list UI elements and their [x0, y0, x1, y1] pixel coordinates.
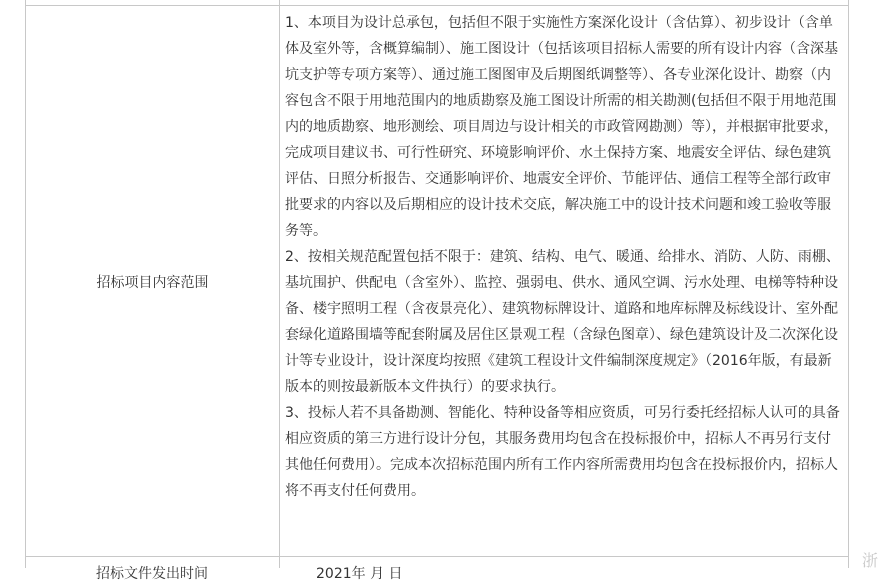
watermark: 浙 — [862, 551, 878, 570]
next-row-value: 2021年 月 日 — [316, 566, 403, 582]
content-cell — [285, 10, 842, 504]
table-right-border — [848, 0, 849, 568]
next-row-label: 招标文件发出时间 — [96, 566, 208, 582]
paragraph-1: 1、本项目为设计总承包，包括但不限于实施性方案深化设计（含估算）、初步设计（含单体及室外等，含概算编制）、施工图设计（包括该项目招标人需要的所有设计内容（含深基坑支护等专项方案等）、通过施工图图审及后期图纸调整等）、各专业深化设计、勘察（内容包含不限于用地范围内的地质勘察及施工图设计所需的相关勘测(包括但不限于用地范围内的地质勘察、地形测绘、项目周边与设计相关的市政管网勘测）等），并根据审批要求，完成项目建议书、可行性研究、环境影响评价、水土保持方案、地震安全评估、绿色建筑评估、日照分析报告、交通影响评价、地震安全评价、节能评估、通信工程等全部行政审批要求的内容以及后期相应的设计技术交底，解决施工中的设计技术问题和竣工验收等服务等。 — [285, 15, 838, 239]
row-label: 招标项目内容范围 — [96, 275, 209, 291]
paragraph-2: 2、按相关规范配置包括不限于：建筑、结构、电气、暖通、给排水、消防、人防、雨棚、基坑围护、供配电（含室外）、监控、强弱电、供水、通风空调、污水处理、电梯等特种设备、楼宇照明工程（含夜景亮化）、建筑物标牌设计、道路和地库标牌及标线设计、室外配套绿化道路围墙等配套附属及居住区景观工程（含绿色图章）、绿色建筑设计及二次深化设计等专业设计，设计深度均按照《建筑工程设计文件编制深度规定》（2016年版，有最新版本的则按最新版本文件执行）的要求执行。 — [285, 249, 840, 395]
column-divider — [279, 0, 280, 568]
paragraph-3: 3、投标人若不具备勘测、智能化、特种设备等相应资质，可另行委托经招标人认可的具备相应资质的第三方进行设计分包，其服务费用均包含在投标报价中，招标人不再另行支付其他任何费用）。完成本次招标范围内所有工作内容所需费用均包含在投标报价内，招标人将不再支付任何费用。 — [285, 405, 840, 499]
row-label-cell — [26, 6, 279, 556]
next-table-row — [26, 557, 848, 582]
